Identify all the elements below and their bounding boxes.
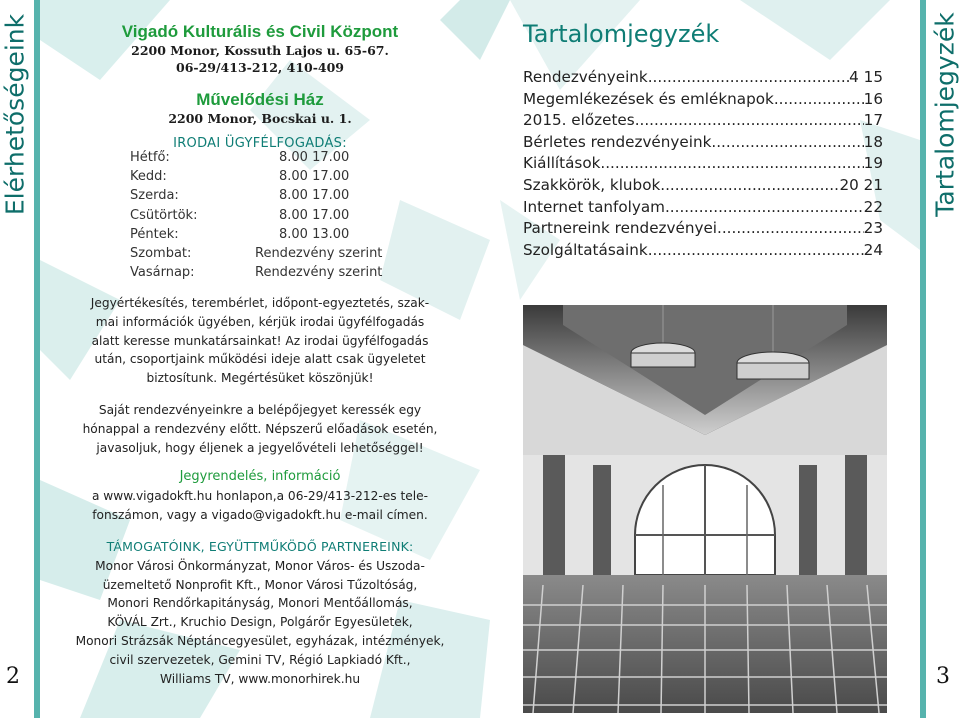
day-label: Csütörtök: — [130, 207, 198, 223]
time-value: 8.00 17.00 — [279, 188, 350, 204]
hours-row — [130, 150, 382, 169]
text-line: után, csoportjaink működési ideje alatt csak ügyeletet — [94, 352, 426, 367]
toc-item-title: Szolgáltatásaink — [523, 240, 648, 259]
toc-item-pages: 18 — [863, 132, 883, 151]
left-tab-title: Elérhetőségeink — [0, 13, 30, 216]
toc-item[interactable] — [523, 241, 883, 263]
toc-item-pages: 22 — [863, 197, 883, 216]
toc-list — [523, 68, 883, 262]
toc-item-title: Bérletes rendezvényeink — [523, 132, 712, 151]
toc-item-pages: 4 15 — [849, 68, 883, 86]
office-hours-title: IRODAI ÜGYFÉLFOGADÁS: — [173, 136, 347, 151]
day-label: Hétfő: — [130, 150, 170, 165]
time-value: 8.00 17.00 — [279, 207, 350, 223]
info-paragraph-2 — [40, 401, 480, 457]
hours-row — [130, 265, 382, 284]
time-value: Rendezvény szerint — [255, 245, 383, 261]
office-hours-table — [130, 150, 382, 284]
supporters-section — [40, 538, 480, 688]
toc-item-pages: 17 — [863, 111, 883, 130]
toc-item-title: Rendezvényeink — [523, 68, 648, 86]
text-line: Monori Strázsák Néptáncegyesület, egyházak, intézmények, — [75, 633, 445, 648]
page-number-right: 3 — [936, 664, 950, 689]
toc-leader — [648, 68, 849, 90]
toc-item-title: 2015. előzetes — [523, 111, 635, 130]
text-line: KÖVÁL Zrt., Kruchio Design, Polgárőr Egyesületek, — [107, 615, 413, 630]
house-name: Művelődési Ház — [196, 90, 324, 109]
house-address: 2200 Monor, Bocskai u. 1. — [168, 111, 352, 126]
hall-photo-illustration — [523, 305, 887, 713]
hours-row — [130, 227, 382, 246]
text-line: civil szervezetek, Gemini TV, Régió Lapkiadó Kft., — [109, 652, 411, 667]
toc-item[interactable] — [523, 90, 883, 112]
toc-leader — [648, 241, 864, 263]
hours-row — [130, 208, 382, 227]
hours-row — [130, 188, 382, 207]
text-line: Monor Városi Önkormányzat, Monor Város- és Uszoda- — [95, 558, 425, 573]
org-phone: 06-29/413-212, 410-409 — [176, 60, 344, 75]
toc-item-title: Kiállítások — [523, 154, 601, 173]
text-line: Saját rendezvényeinkre a belépőjegyet keressék egy — [98, 403, 422, 417]
toc-leader — [635, 111, 864, 133]
time-value: Rendezvény szerint — [255, 265, 383, 281]
toc-item[interactable] — [523, 133, 883, 155]
text-line: a www.vigadokft.hu honlapon,a 06-29/413-212-es tele- — [91, 488, 429, 503]
toc-item-pages: 19 — [863, 154, 883, 173]
toc-leader — [665, 198, 864, 220]
text-line: Williams TV, www.monorhirek.hu — [159, 671, 361, 686]
toc-title: Tartalomjegyzék — [523, 20, 720, 48]
left-side-tab — [0, 0, 40, 718]
day-label: Szerda: — [130, 188, 179, 204]
time-value: 8.00 17.00 — [279, 169, 350, 185]
toc-item-pages: 24 — [863, 240, 883, 259]
toc-leader — [774, 90, 864, 112]
toc-item[interactable] — [523, 154, 883, 176]
right-tab-title: Tartalomjegyzék — [930, 12, 960, 217]
text-line: Jegyértékesítés, terembérlet, időpont-egyeztetés, szak- — [90, 296, 430, 310]
booking-title: Jegyrendelés, információ — [179, 469, 341, 484]
right-side-tab — [920, 0, 960, 718]
day-label: Kedd: — [130, 169, 167, 185]
text-line: mai információk ügyében, kérjük irodai ügyfélfogadás — [95, 314, 425, 329]
toc-item-title: Partnereink rendezvényei — [523, 219, 718, 238]
text-line: hónappal a rendezvény előtt. Népszerű előadások esetén, — [82, 421, 438, 436]
toc-leader — [711, 133, 863, 155]
toc-leader — [660, 176, 839, 198]
toc-item[interactable] — [523, 111, 883, 133]
text-line: javasoljuk, hogy éljenek a jegyelővételi lehetőséggel! — [96, 440, 424, 455]
toc-item-title: Szakkörök, klubok — [523, 175, 661, 194]
toc-item-pages: 20 21 — [839, 175, 883, 194]
info-paragraph-1 — [40, 294, 480, 388]
supporters-title: TÁMOGATÓINK, EGYÜTTMŰKÖDŐ PARTNEREINK: — [106, 539, 414, 554]
booking-section — [40, 468, 480, 524]
toc-item-title: Megemlékezések és emléknapok — [523, 89, 774, 108]
hours-row — [130, 246, 382, 265]
toc-leader — [600, 154, 863, 176]
text-line: Monori Rendőrkapitányság, Monori Mentőállomás, — [107, 596, 413, 611]
text-line: alatt keresse munkatársainkat! Az irodai ügyfélfogadás — [91, 333, 429, 348]
org-address: 2200 Monor, Kossuth Lajos u. 65-67. — [131, 43, 389, 58]
page-number-left: 2 — [6, 664, 20, 689]
day-label: Vasárnap: — [130, 265, 195, 281]
time-value: 8.00 17.00 — [279, 150, 350, 165]
toc-item[interactable] — [523, 198, 883, 220]
toc-item-pages: 23 — [863, 219, 883, 238]
toc-item-title: Internet tanfolyam — [523, 197, 665, 216]
text-line: fonszámon, vagy a vigado@vigadokft.hu e-mail címen. — [92, 507, 428, 522]
toc-item[interactable] — [523, 176, 883, 198]
toc-leader — [717, 219, 864, 241]
time-value: 8.00 13.00 — [279, 226, 350, 242]
text-line: biztosítunk. Megértésüket köszönjük! — [146, 371, 374, 386]
day-label: Szombat: — [130, 245, 192, 261]
day-label: Péntek: — [130, 226, 179, 242]
toc-item-pages: 16 — [863, 89, 883, 108]
hours-row — [130, 169, 382, 188]
org-name: Vigadó Kulturális és Civil Központ — [121, 22, 399, 41]
hall-photo — [523, 305, 887, 713]
text-line: üzemeltető Nonprofit Kft., Monor Városi Tűzoltóság, — [102, 577, 418, 592]
toc-item[interactable] — [523, 68, 883, 90]
toc-item[interactable] — [523, 219, 883, 241]
